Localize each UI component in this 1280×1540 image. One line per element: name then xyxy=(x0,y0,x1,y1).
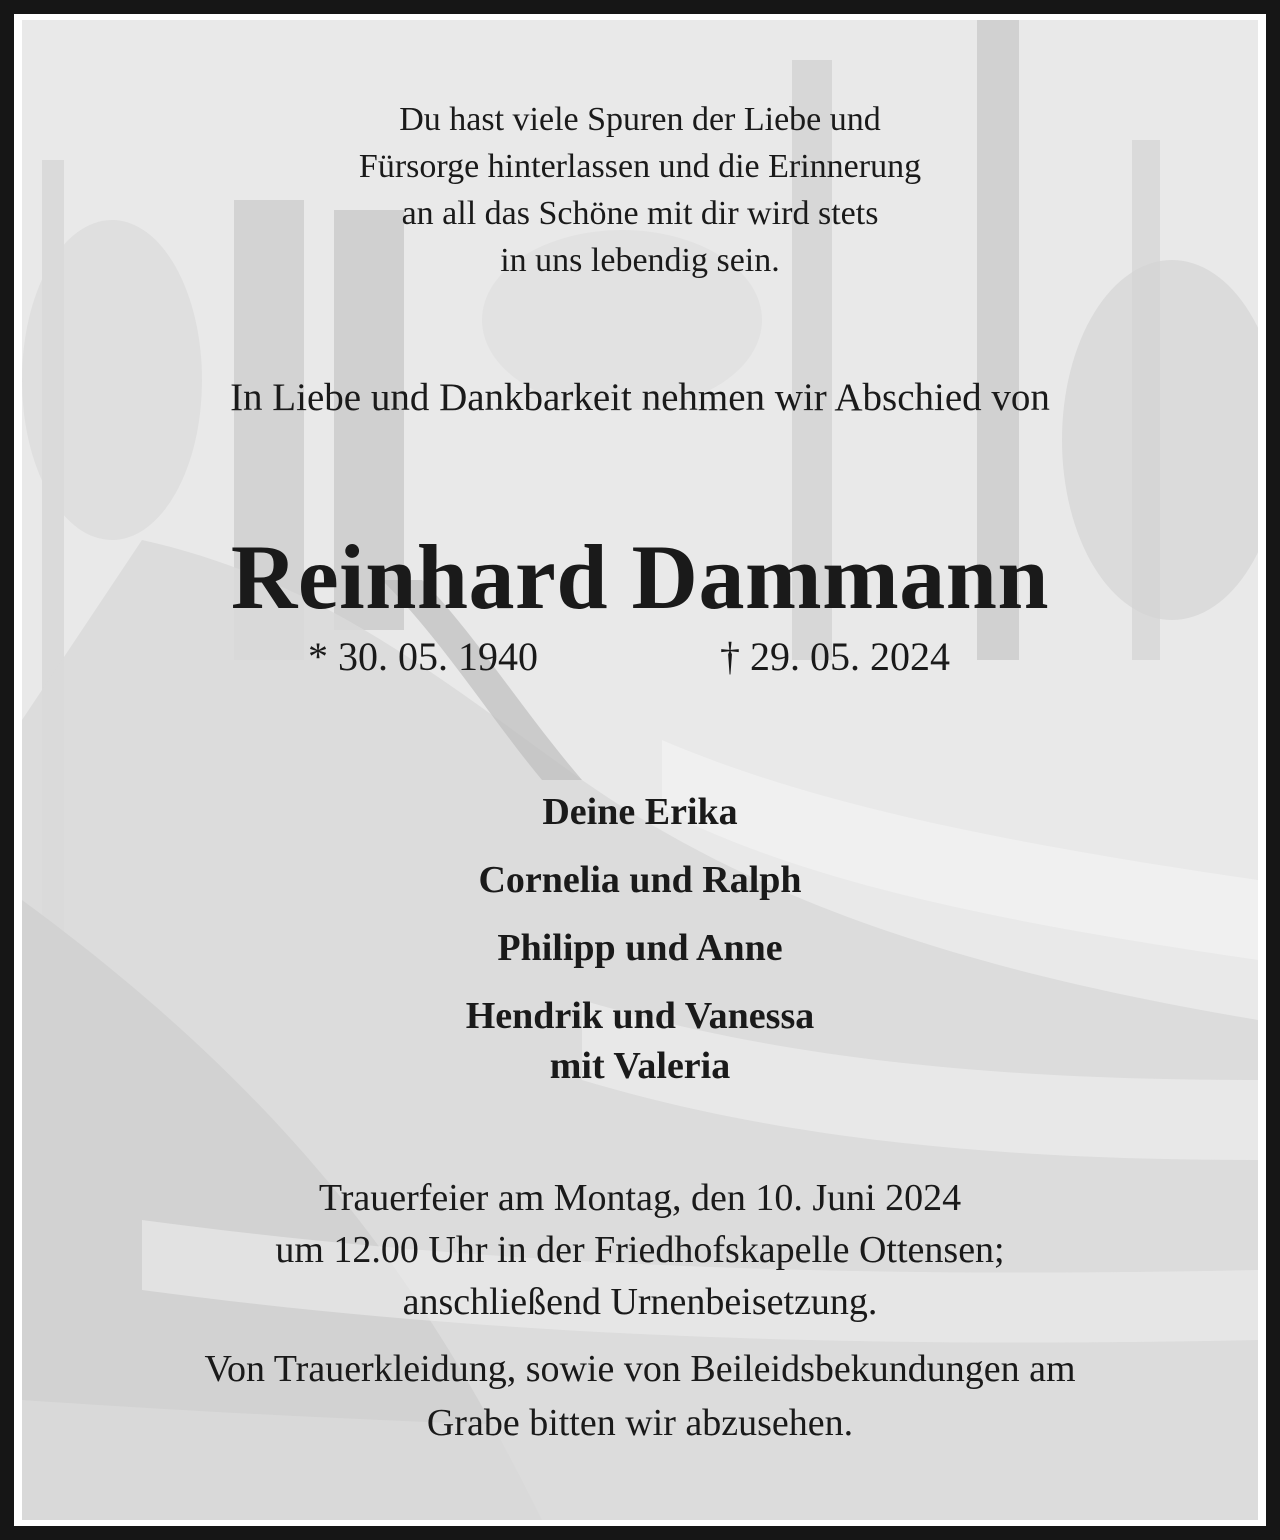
mourner-line: Hendrik und Vanessa xyxy=(465,995,815,1037)
obituary-content xyxy=(22,20,1258,1520)
farewell-intro: In Liebe und Dankbarkeit nehmen wir Abschied von xyxy=(230,376,1050,419)
verse-line: an all das Schöne mit dir wird stets xyxy=(401,195,879,232)
deceased-name: Reinhard Dammann xyxy=(230,526,1050,628)
note-line: Grabe bitten wir abzusehen. xyxy=(426,1402,854,1444)
verse-line: Du hast viele Spuren der Liebe und xyxy=(399,101,881,138)
mourner-line: Cornelia und Ralph xyxy=(478,859,802,901)
service-line: um 12.00 Uhr in der Friedhofskapelle Ottensen; xyxy=(275,1229,1005,1271)
service-line: anschließend Urnenbeisetzung. xyxy=(402,1281,878,1323)
note-line: Von Trauerkleidung, sowie von Beileidsbekundungen am xyxy=(204,1348,1076,1390)
death-date: † 29. 05. 2024 xyxy=(720,634,950,679)
mourner-line: Deine Erika xyxy=(542,791,738,833)
verse-line: in uns lebendig sein. xyxy=(500,242,780,279)
mourner-line: mit Valeria xyxy=(549,1045,731,1087)
birth-date: * 30. 05. 1940 xyxy=(308,634,538,679)
service-line: Trauerfeier am Montag, den 10. Juni 2024 xyxy=(318,1177,962,1219)
mourners-list xyxy=(22,778,1258,1092)
mourner-line: Philipp und Anne xyxy=(497,927,783,969)
condolence-note xyxy=(22,1342,1258,1450)
verse-line: Fürsorge hinterlassen und die Erinnerung xyxy=(358,148,922,185)
funeral-service-info xyxy=(22,1172,1258,1328)
memorial-verse xyxy=(22,96,1258,284)
